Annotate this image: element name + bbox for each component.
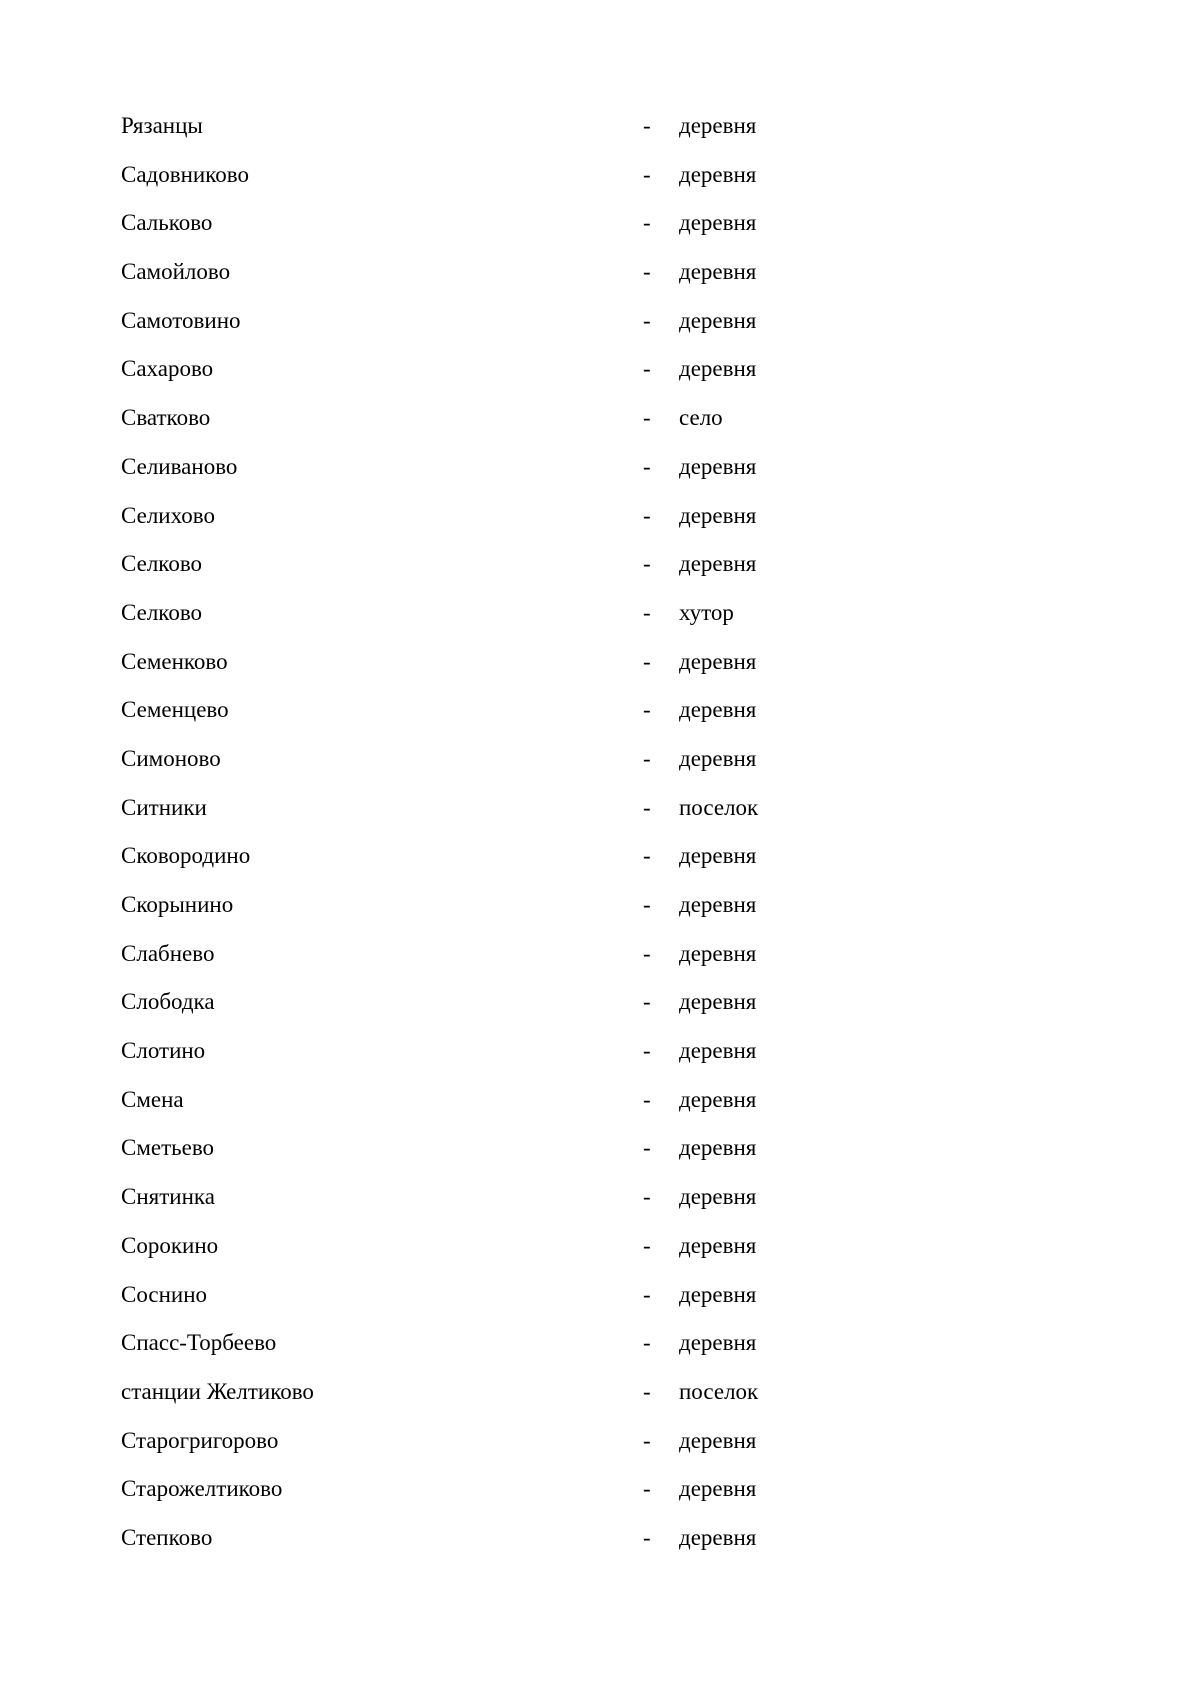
- separator-dash: -: [643, 551, 651, 577]
- separator-dash: -: [643, 502, 651, 528]
- settlement-type: деревня: [679, 210, 757, 236]
- list-item: [121, 398, 841, 447]
- separator-dash: -: [643, 405, 651, 431]
- list-item: [121, 447, 841, 496]
- settlement-type: деревня: [679, 307, 757, 333]
- list-item: [121, 1275, 841, 1324]
- settlement-type: деревня: [679, 1427, 757, 1453]
- separator-dash: -: [643, 1427, 651, 1453]
- list-item: [121, 155, 841, 204]
- separator-dash: -: [643, 259, 651, 285]
- list-item: [121, 106, 841, 155]
- separator-dash: -: [643, 599, 651, 625]
- settlement-name: Сальково: [121, 210, 213, 236]
- settlement-name: Степково: [121, 1524, 213, 1550]
- list-item: [121, 788, 841, 837]
- separator-dash: -: [643, 453, 651, 479]
- settlement-type: деревня: [679, 1184, 757, 1210]
- settlement-type: поселок: [679, 794, 759, 820]
- settlement-name: Семенцево: [121, 697, 229, 723]
- settlement-name: Сковородино: [121, 843, 251, 869]
- list-item: [121, 301, 841, 350]
- settlement-name: Смена: [121, 1086, 184, 1112]
- settlement-type: деревня: [679, 1232, 757, 1258]
- settlement-type: деревня: [679, 989, 757, 1015]
- list-item: [121, 1031, 841, 1080]
- separator-dash: -: [643, 1281, 651, 1307]
- settlement-name: Снятинка: [121, 1184, 215, 1210]
- settlement-type: деревня: [679, 161, 757, 187]
- separator-dash: -: [643, 745, 651, 771]
- separator-dash: -: [643, 1524, 651, 1550]
- list-item: [121, 544, 841, 593]
- settlement-name: Селково: [121, 599, 203, 625]
- settlement-type: деревня: [679, 1086, 757, 1112]
- settlement-type: деревня: [679, 892, 757, 917]
- settlement-type: деревня: [679, 1330, 757, 1356]
- settlement-type: деревня: [679, 843, 757, 869]
- separator-dash: -: [643, 161, 651, 187]
- list-item: [121, 836, 841, 885]
- settlement-name: Сахарово: [121, 356, 214, 382]
- settlement-type: деревня: [679, 648, 757, 674]
- list-item: [121, 690, 841, 739]
- settlement-name: Сметьево: [121, 1135, 215, 1161]
- separator-dash: -: [643, 1086, 651, 1112]
- settlement-name: Садовниково: [121, 161, 249, 187]
- settlement-name: станции Желтиково: [121, 1378, 314, 1404]
- list-item: [121, 642, 841, 691]
- list-item: [121, 349, 841, 398]
- settlement-type: деревня: [679, 113, 757, 138]
- settlement-name: Старожелтиково: [121, 1476, 283, 1502]
- settlement-name: Ситники: [121, 794, 207, 820]
- settlement-type: деревня: [679, 1281, 757, 1307]
- separator-dash: -: [643, 940, 651, 966]
- settlement-name: Самойлово: [121, 259, 231, 285]
- settlement-type: деревня: [679, 1135, 757, 1161]
- settlement-type: деревня: [679, 1524, 757, 1550]
- list-item: [121, 1128, 841, 1177]
- list-item: [121, 203, 841, 252]
- separator-dash: -: [643, 697, 651, 723]
- list-item: [121, 1518, 841, 1567]
- separator-dash: -: [643, 989, 651, 1015]
- settlement-name: Сватково: [121, 405, 211, 431]
- separator-dash: -: [643, 892, 651, 917]
- list-item: [121, 982, 841, 1031]
- separator-dash: -: [643, 210, 651, 236]
- settlement-type: деревня: [679, 259, 757, 285]
- settlement-type: деревня: [679, 356, 757, 382]
- separator-dash: -: [643, 843, 651, 869]
- list-item: [121, 1372, 841, 1421]
- settlement-name: Рязанцы: [121, 113, 203, 138]
- settlement-type: деревня: [679, 551, 757, 577]
- settlement-type: деревня: [679, 502, 757, 528]
- list-item: [121, 1469, 841, 1518]
- separator-dash: -: [643, 1135, 651, 1161]
- settlement-type: деревня: [679, 697, 757, 723]
- list-item: [121, 934, 841, 983]
- settlement-type: деревня: [679, 1476, 757, 1502]
- list-item: [121, 593, 841, 642]
- settlement-name: Симоново: [121, 745, 221, 771]
- settlement-name: Скорынино: [121, 892, 234, 917]
- settlement-name: Слотино: [121, 1038, 206, 1064]
- settlement-name: Селково: [121, 551, 203, 577]
- separator-dash: -: [643, 1378, 651, 1404]
- settlement-name: Слободка: [121, 989, 215, 1015]
- settlement-name: Семенково: [121, 648, 228, 674]
- settlement-name: Селиваново: [121, 453, 238, 479]
- list-item: [121, 252, 841, 301]
- separator-dash: -: [643, 1184, 651, 1210]
- separator-dash: -: [643, 1232, 651, 1258]
- separator-dash: -: [643, 1038, 651, 1064]
- list-item: [121, 1177, 841, 1226]
- settlement-type: хутор: [679, 599, 734, 625]
- list-item: [121, 885, 841, 934]
- settlement-name: Сорокино: [121, 1232, 219, 1258]
- list-item: [121, 1421, 841, 1470]
- settlement-type: поселок: [679, 1378, 759, 1404]
- separator-dash: -: [643, 307, 651, 333]
- separator-dash: -: [643, 356, 651, 382]
- list-item: [121, 1226, 841, 1275]
- settlement-name: Старогригорово: [121, 1427, 279, 1453]
- list-item: [121, 496, 841, 545]
- settlement-type: деревня: [679, 745, 757, 771]
- separator-dash: -: [643, 794, 651, 820]
- list-item: [121, 739, 841, 788]
- settlement-name: Самотовино: [121, 307, 241, 333]
- settlement-list: [121, 106, 841, 1567]
- settlement-name: Слабнево: [121, 940, 215, 966]
- settlement-name: Селихово: [121, 502, 215, 528]
- settlement-type: деревня: [679, 453, 757, 479]
- list-item: [121, 1080, 841, 1129]
- settlement-name: Соснино: [121, 1281, 208, 1307]
- separator-dash: -: [643, 1476, 651, 1502]
- separator-dash: -: [643, 113, 651, 138]
- separator-dash: -: [643, 1330, 651, 1356]
- separator-dash: -: [643, 648, 651, 674]
- settlement-type: деревня: [679, 940, 757, 966]
- settlement-type: деревня: [679, 1038, 757, 1064]
- settlement-type: село: [679, 405, 723, 431]
- list-item: [121, 1323, 841, 1372]
- settlement-name: Спасс-Торбеево: [121, 1330, 277, 1356]
